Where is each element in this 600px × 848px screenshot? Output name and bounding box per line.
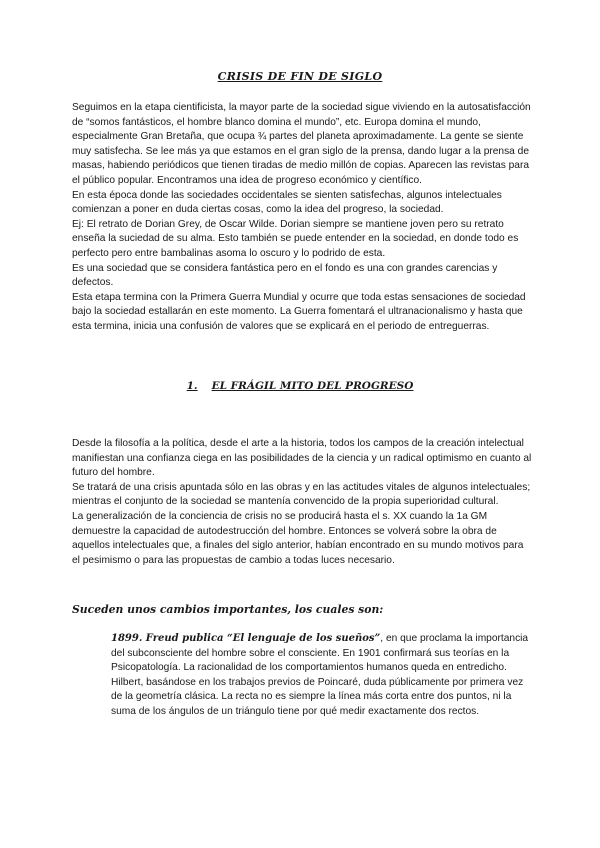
list-item	[111, 676, 531, 720]
changes-list	[111, 632, 531, 720]
intro-paragraph: Esta etapa termina con la Primera Guerra Mundial y ocurre que toda estas sensaciones de sociedad bajo la sociedad estallarán en este momento. La Guerra fomentará el ultranacionalismo y hasta que esta termina, inicia una confusión de valores que se explicará en el periodo de entreguerras.	[72, 291, 526, 332]
section-paragraph: La generalización de la conciencia de crisis no se producirá hasta el s. XX cuando la 1a GM demuestre la capacidad de autodestrucción del hombre. Entonces se volverá sobre la obra de aquellos intelectuales que, a finales del siglo anterior, habían encontrado en su mundo motivos para el pesimismo o para las propuestas de cambio a todas luces necesario.	[72, 510, 524, 566]
intro-paragraph: Seguimos en la etapa cientificista, la mayor parte de la sociedad sigue viviendo en la autosatisfacción de “somos fantásticos, el hombre blanco domina el mundo”, etc. Europa domina el mundo, especialmente Gran Bretaña, que ocupa ¾ partes del planeta aproximadamente. La gente se siente muy satisfecha. Se lee más ya que estamos en el gran siglo de la prensa, dando lugar a la prensa de masas, habiendo periódicos que tienen tiradas de medio millón de copias. Aparecen las revistas para el público popular. Encontramos una idea de progreso económico y científico.	[72, 102, 531, 186]
intro-paragraph: Ej: El retrato de Dorian Grey, de Oscar Wilde. Dorian siempre se mantiene joven pero su retrato enseña la suciedad de su alma. Esto también se puede entender en la sociedad, en donde todo es perfecto pero entre bambalinas asoma lo oscuro y lo podrido de esta.	[72, 218, 519, 259]
section-paragraph: Se tratará de una crisis apuntada sólo en las obras y en las actitudes vitales de algunos intelectuales; mientras el conjunto de la sociedad se mantenía convencido de la propia superioridad cultural.	[72, 481, 531, 508]
section-body	[72, 437, 532, 568]
section-number: 1.	[186, 380, 198, 392]
list-item-highlight: 1899. Freud publica “El lenguaje de los sueños”	[111, 633, 381, 644]
list-item	[111, 632, 531, 676]
list-item-text: , en que proclama la importancia del subconsciente del hombre sobre el consciente. En 1901 confirmará sus teorías en la Psicopatología. La racionalidad de los comportamientos humanos queda en entredicho.	[111, 633, 529, 674]
intro-paragraph: En esta época donde las sociedades occidentales se sienten satisfechas, algunos intelectuales comienzan a poner en duda ciertas cosas, como la idea del progreso, la sociedad.	[72, 189, 502, 216]
intro-paragraph: Es una sociedad que se considera fantástica pero en el fondo es una con grandes carencias y defectos.	[72, 262, 498, 289]
list-item-text: Hilbert, basándose en los trabajos previos de Poincaré, duda públicamente por primera vez de la geometría clásica. La recta no es siempre la línea más corta entre dos puntos, ni la suma de los ángulos de un triángulo tiene por qué medir exactamente dos rectos.	[111, 676, 524, 717]
section-heading	[0, 380, 600, 392]
intro-section	[72, 101, 532, 335]
section-paragraph: Desde la filosofía a la política, desde el arte a la historia, todos los campos de la creación intelectual manifiestan una confianza ciega en las posibilidades de la ciencia y un radical optimismo en cuanto al futuro del hombre.	[72, 438, 532, 479]
section-title: EL FRÁGIL MITO DEL PROGRESO	[211, 380, 414, 392]
document-title: CRISIS DE FIN DE SIGLO	[217, 70, 383, 83]
changes-heading: Suceden unos cambios importantes, los cuales son:	[72, 603, 384, 616]
